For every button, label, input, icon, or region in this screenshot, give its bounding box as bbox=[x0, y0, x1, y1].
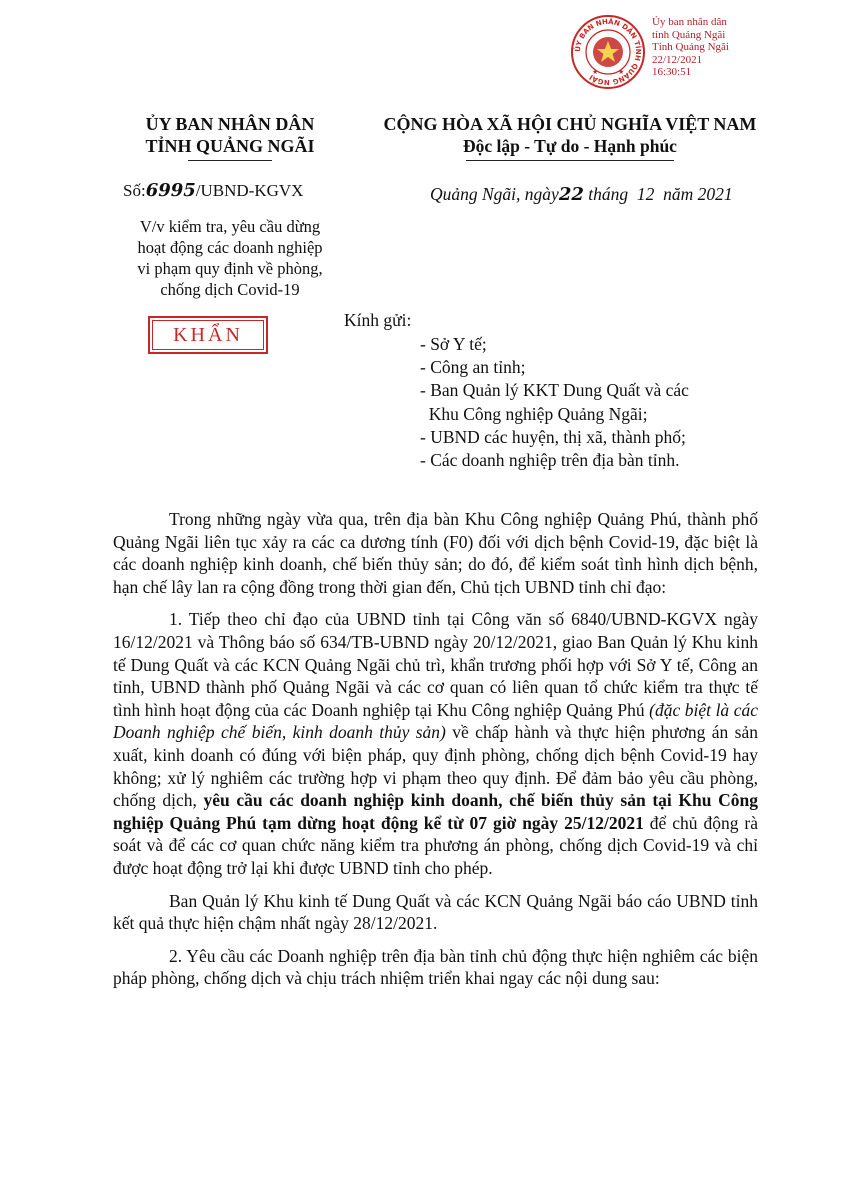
recipient-list bbox=[420, 333, 689, 472]
signature-line: Ủy ban nhân dân bbox=[652, 16, 727, 28]
recipient-item: - Công an tỉnh; bbox=[420, 357, 526, 378]
document-number bbox=[123, 180, 303, 201]
item-1-italic: (đặc biệt là các Doanh nghiệp chế biến, kinh doanh thủy sản) bbox=[113, 699, 759, 743]
urgent-stamp-text: KHẨN bbox=[152, 320, 264, 350]
item-1-text-cont: về chấp hành và thực hiện phương án sản xuất, kinh doanh có đúng với biện pháp, quy định phòng, chống dịch bệnh Covid-19 hay không; xử lý nghiêm các trường hợp vi phạm theo quy định. Để đảm bảo yêu cầu phòng, chống dịch, bbox=[113, 722, 759, 811]
signature-line: Tỉnh Quảng Ngãi bbox=[652, 41, 729, 53]
date-line bbox=[430, 184, 733, 205]
org-line-2: TỈNH QUẢNG NGÃI bbox=[145, 136, 315, 156]
national-motto: Độc lập - Tự do - Hạnh phúc bbox=[463, 136, 677, 156]
org-underline bbox=[188, 160, 272, 161]
item-1-bold-directive: yêu cầu các doanh nghiệp kinh doanh, chế biến thủy sản tại Khu Công nghiệp Quảng Phú tạm dừng hoạt động kể từ 07 giờ ngày 25/12/2021 bbox=[113, 790, 758, 833]
issuing-organization bbox=[100, 113, 360, 157]
doc-number-prefix: Số: bbox=[123, 181, 146, 200]
subject-line: chống dịch Covid-19 bbox=[160, 280, 300, 299]
intro-paragraph: Trong những ngày vừa qua, trên địa bàn Khu Công nghiệp Quảng Phú, thành phố Quảng Ngãi liên tục xảy ra các ca dương tính (F0) đối với dịch bệnh Covid-19, đặc biệt là các doanh nghiệp kinh doanh, chế biến thủy sản; do đó, để kiểm soát tình hình dịch bệnh, hạn chế lây lan ra cộng đồng trong thời gian đến, Chủ tịch UBND tỉnh chỉ đạo: bbox=[113, 509, 758, 597]
item-1-paragraph bbox=[113, 608, 758, 879]
recipient-item: - Các doanh nghiệp trên địa bàn tỉnh. bbox=[420, 450, 680, 471]
recipient-item: Khu Công nghiệp Quảng Ngãi; bbox=[420, 403, 648, 424]
org-line-1: ỦY BAN NHÂN DÂN bbox=[145, 114, 315, 134]
doc-number-handwritten: 6995 bbox=[145, 180, 196, 201]
recipient-item: - Ban Quản lý KKT Dung Quất và các bbox=[420, 380, 689, 401]
report-paragraph: Ban Quản lý Khu kinh tế Dung Quất và các KCN Quảng Ngãi báo cáo UBND tỉnh kết quả thực hiện chậm nhất ngày 28/12/2021. bbox=[113, 890, 758, 934]
signature-line: tỉnh Quảng Ngãi bbox=[652, 28, 726, 41]
subject-line: vi phạm quy định về phòng, bbox=[137, 259, 323, 278]
date-place: Quảng Ngãi, ngày bbox=[430, 184, 559, 204]
seal-ring-text: ỦY BAN NHÂN DÂN TỈNH QUẢNG NGÃI bbox=[573, 17, 643, 87]
national-title bbox=[360, 113, 780, 157]
svg-text:★: ★ bbox=[592, 68, 599, 76]
document-subject bbox=[100, 216, 360, 300]
red-seal-stamp bbox=[570, 14, 646, 90]
document-body bbox=[113, 508, 758, 1000]
item-1-text: 1. Tiếp theo chỉ đạo của UBND tỉnh tại Công văn số 6840/UBND-KGVX ngày 16/12/2021 và Thông báo số 634/TB-UBND ngày 20/12/2021, giao Ban Quản lý Khu kinh tế Dung Quất và các KCN Quảng Ngãi chủ trì, khẩn trương phối hợp với Sở Y tế, Công an tỉnh, UBND thành phố Quảng Ngãi và các cơ quan có liên quan tổ chức kiểm tra thực tế tình hình hoạt động của các Doanh nghiệp tại Khu Công nghiệp Quảng Phú bbox=[113, 609, 758, 720]
item-2-paragraph: 2. Yêu cầu các Doanh nghiệp trên địa bàn tỉnh chủ động thực hiện nghiêm các biện pháp phòng, chống dịch và chịu trách nhiệm triển khai ngay các nội dung sau: bbox=[113, 945, 758, 989]
nation-name: CỘNG HÒA XÃ HỘI CHỦ NGHĨA VIỆT NAM bbox=[383, 114, 757, 134]
digital-signature-info bbox=[652, 16, 729, 79]
doc-number-suffix: /UBND-KGVX bbox=[195, 181, 304, 200]
recipient-item: - Sở Y tế; bbox=[420, 334, 487, 354]
svg-text:★: ★ bbox=[618, 68, 625, 76]
subject-line: V/v kiểm tra, yêu cầu dừng bbox=[139, 217, 321, 236]
recipient-item: - UBND các huyện, thị xã, thành phố; bbox=[420, 426, 686, 447]
subject-line: hoạt động các doanh nghiệp bbox=[137, 238, 323, 257]
signature-date: 22/12/2021 bbox=[652, 53, 703, 66]
date-month-year: tháng 12 năm 2021 bbox=[583, 184, 733, 204]
item-1-text-end: để chủ động rà soát và để các cơ quan chức năng kiểm tra phương án phòng, chống dịch Covid-19 và chỉ được hoạt động trở lại khi được UBND tỉnh cho phép. bbox=[113, 812, 758, 878]
date-day-handwritten: 22 bbox=[558, 184, 584, 205]
signature-time: 16:30:51 bbox=[652, 66, 692, 78]
motto-underline bbox=[466, 160, 674, 161]
greeting: Kính gửi: bbox=[344, 310, 412, 330]
urgent-stamp bbox=[148, 316, 268, 354]
